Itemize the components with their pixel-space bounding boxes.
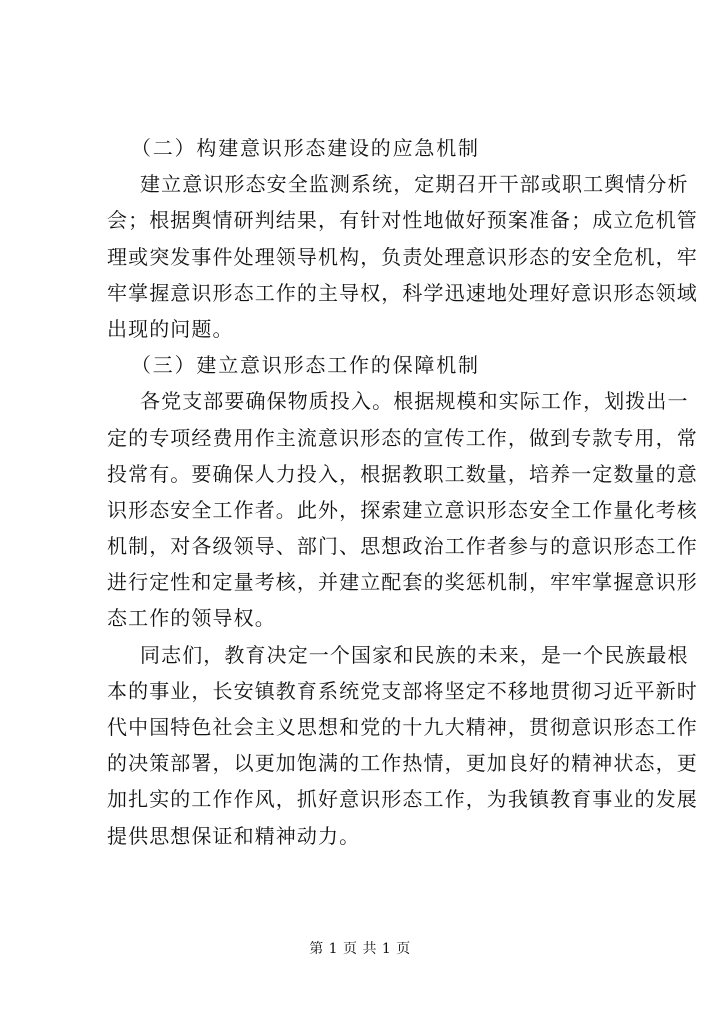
paragraph-line: 定的专项经费用作主流意识形态的宣传工作，做到专款专用，常 [107, 425, 698, 450]
paragraph-line: 进行定性和定量考核，并建立配套的奖惩机制，牢牢掌握意识形 [107, 570, 698, 595]
paragraph-line: 机制，对各级领导、部门、思想政治工作者参与的意识形态工作 [107, 534, 698, 559]
paragraph-line: 同志们，教育决定一个国家和民族的未来，是一个民族最根 [140, 642, 689, 667]
document-body [107, 130, 698, 854]
paragraph-line: 建立意识形态安全监测系统，定期召开干部或职工舆情分析 [140, 172, 689, 197]
paragraph-line: 代中国特色社会主义思想和党的十九大精神，贯彻意识形态工作 [107, 715, 698, 739]
paragraph-line: 会；根据舆情研判结果，有针对性地做好预案准备；成立危机管 [107, 208, 698, 233]
paragraph-line: 本的事业，长安镇教育系统党支部将坚定不移地贯彻习近平新时 [107, 678, 698, 703]
paragraph-line: 出现的问题。 [107, 316, 234, 341]
paragraph-line: 态工作的领导权。 [107, 606, 276, 631]
paragraph-line: 各党支部要确保物质投入。根据规模和实际工作，划拨出一 [140, 389, 689, 414]
section-heading-emergency-mechanism: （二）构建意识形态建设的应急机制 [131, 136, 480, 160]
section-heading-guarantee-mechanism: （三）建立意识形态工作的保障机制 [131, 353, 480, 378]
paragraph-line: 投常有。要确保人力投入，根据教职工数量，培养一定数量的意 [107, 461, 698, 486]
paragraph-line: 理或突发事件处理领导机构，负责处理意识形态的安全危机，牢 [107, 244, 698, 269]
paragraph-line: 识形态安全工作者。此外，探索建立意识形态安全工作量化考核 [107, 497, 698, 522]
paragraph-line: 牢掌握意识形态工作的主导权，科学迅速地处理好意识形态领域 [107, 280, 698, 305]
paragraph-line: 提供思想保证和精神动力。 [107, 823, 361, 848]
page-number-footer: 第 1 页 共 1 页 [309, 941, 411, 957]
paragraph-line: 加扎实的工作作风，抓好意识形态工作，为我镇教育事业的发展 [107, 787, 698, 812]
paragraph-line: 的决策部署，以更加饱满的工作热情，更加良好的精神状态，更 [107, 751, 698, 776]
